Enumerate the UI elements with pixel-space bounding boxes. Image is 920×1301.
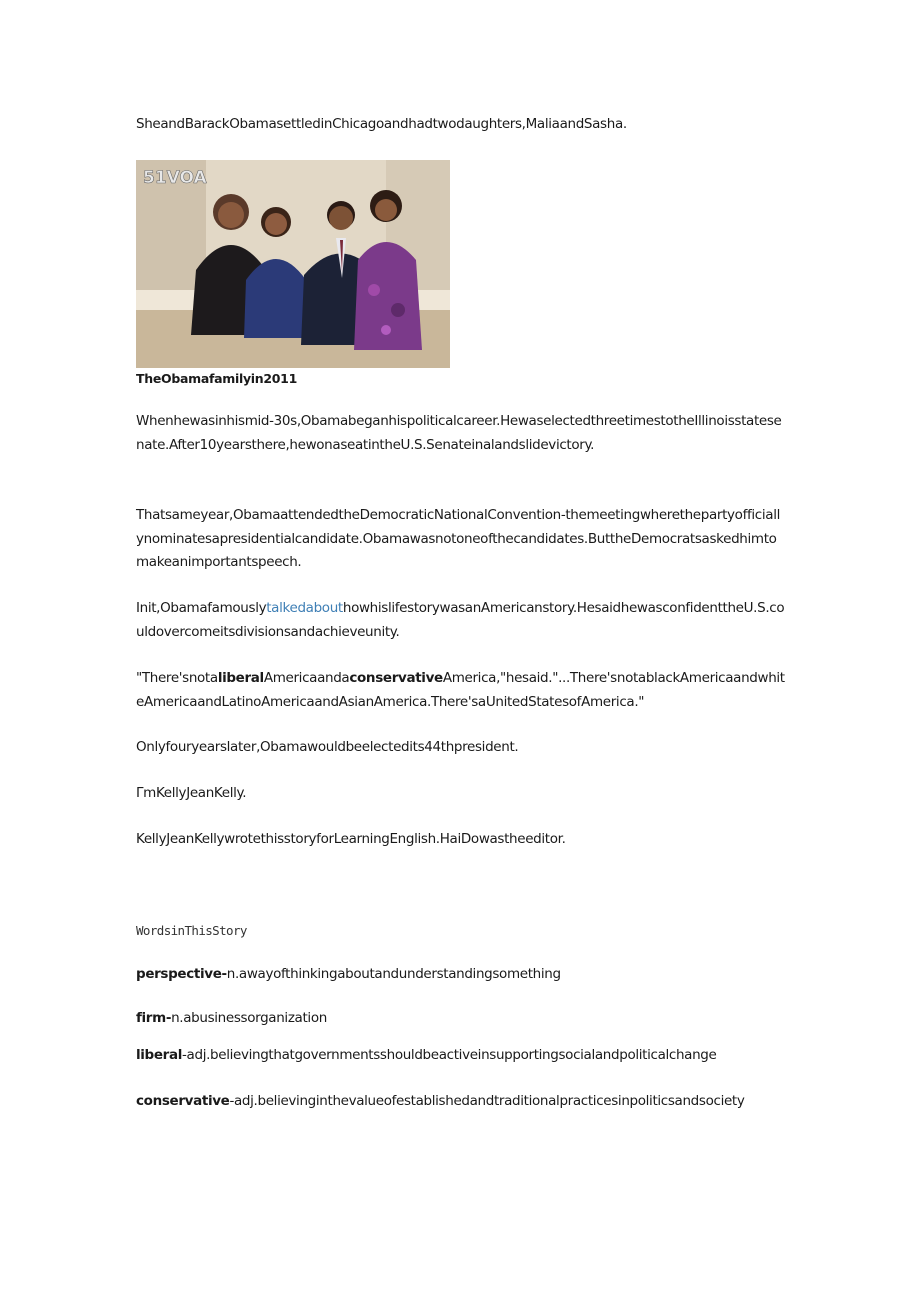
paragraph-career: Whenhewasinhismid-30s,Obamabeganhispoliticalcareer.HewaselectedthreetimestotheIllinoisstatesenate.After10yearsthere,hewonaseatintheU.S.Senateinalandslidevictory. — [136, 413, 782, 453]
quote-term-conservative: conservative — [349, 670, 443, 686]
vocab-item — [136, 1007, 786, 1031]
vocab-term: liberal — [136, 1047, 183, 1063]
vocab-item — [136, 1090, 786, 1114]
quote-part-3: America,"hesaid."...There'snotablackAmericaandwhiteAmericaandLatinoAmericaandAsianAmerica.There'saUnitedStatesofAmerica." — [136, 670, 785, 710]
photo-caption: TheObamafamilyin2011 — [136, 371, 297, 386]
family-photo-image — [136, 160, 450, 368]
vocab-definition: n.awayofthinkingaboutandunderstandingsomething — [226, 966, 561, 982]
watermark-logo: 51VOA — [143, 168, 207, 188]
vocab-term: perspective- — [136, 966, 227, 982]
words-heading: WordsinThisStory — [136, 923, 247, 938]
paragraph-speech-end: howhislifestorywasanAmericanstory.HesaidhewasconfidenttheU.S.couldovercomeitsdivisionsandachieveunity. — [136, 600, 785, 640]
vocab-item — [136, 1044, 786, 1068]
vocab-definition: -adj.believingthatgovernmentsshouldbeactiveinsupportingsocialandpoliticalchange — [182, 1047, 717, 1063]
vocab-term: conservative — [136, 1093, 230, 1109]
vocab-definition: n.abusinessorganization — [171, 1010, 327, 1026]
family-photo — [136, 160, 450, 368]
author-credit: KellyJeanKellywrotethisstoryforLearningEnglish.HaiDowastheeditor. — [136, 831, 566, 847]
vocab-item — [136, 963, 786, 987]
paragraph-speech — [136, 597, 786, 644]
vocab-term: firm- — [136, 1010, 172, 1026]
quote-part-2: Americaanda — [263, 670, 350, 686]
paragraph-president: Onlyfouryearslater,Obamawouldbeelectedits44thpresident. — [136, 739, 519, 755]
talked-about-link[interactable]: talkedabout — [266, 600, 343, 616]
paragraph-convention: Thatsameyear,ObamaattendedtheDemocraticNationalConvention-themeetingwherethepartyofficiallynominatesapresidentialcandidate.Obamawasnotoneofthecandidates.ButtheDemocratsaskedhimtomakeanimportantspeech. — [136, 507, 780, 570]
quote-term-liberal: liberal — [217, 670, 264, 686]
paragraph-quote — [136, 667, 786, 714]
quote-part-1: "There'snota — [136, 670, 218, 686]
paragraph-speech-start: Init,Obamafamously — [136, 600, 267, 616]
vocab-definition: -adj.believinginthevalueofestablishedandtraditionalpracticesinpoliticsandsociety — [229, 1093, 745, 1109]
author-signoff: ΓmKellyJeanKelly. — [136, 785, 247, 801]
intro-paragraph: SheandBarackObamasettledinChicagoandhadtwodaughters,MaliaandSasha. — [136, 116, 627, 132]
